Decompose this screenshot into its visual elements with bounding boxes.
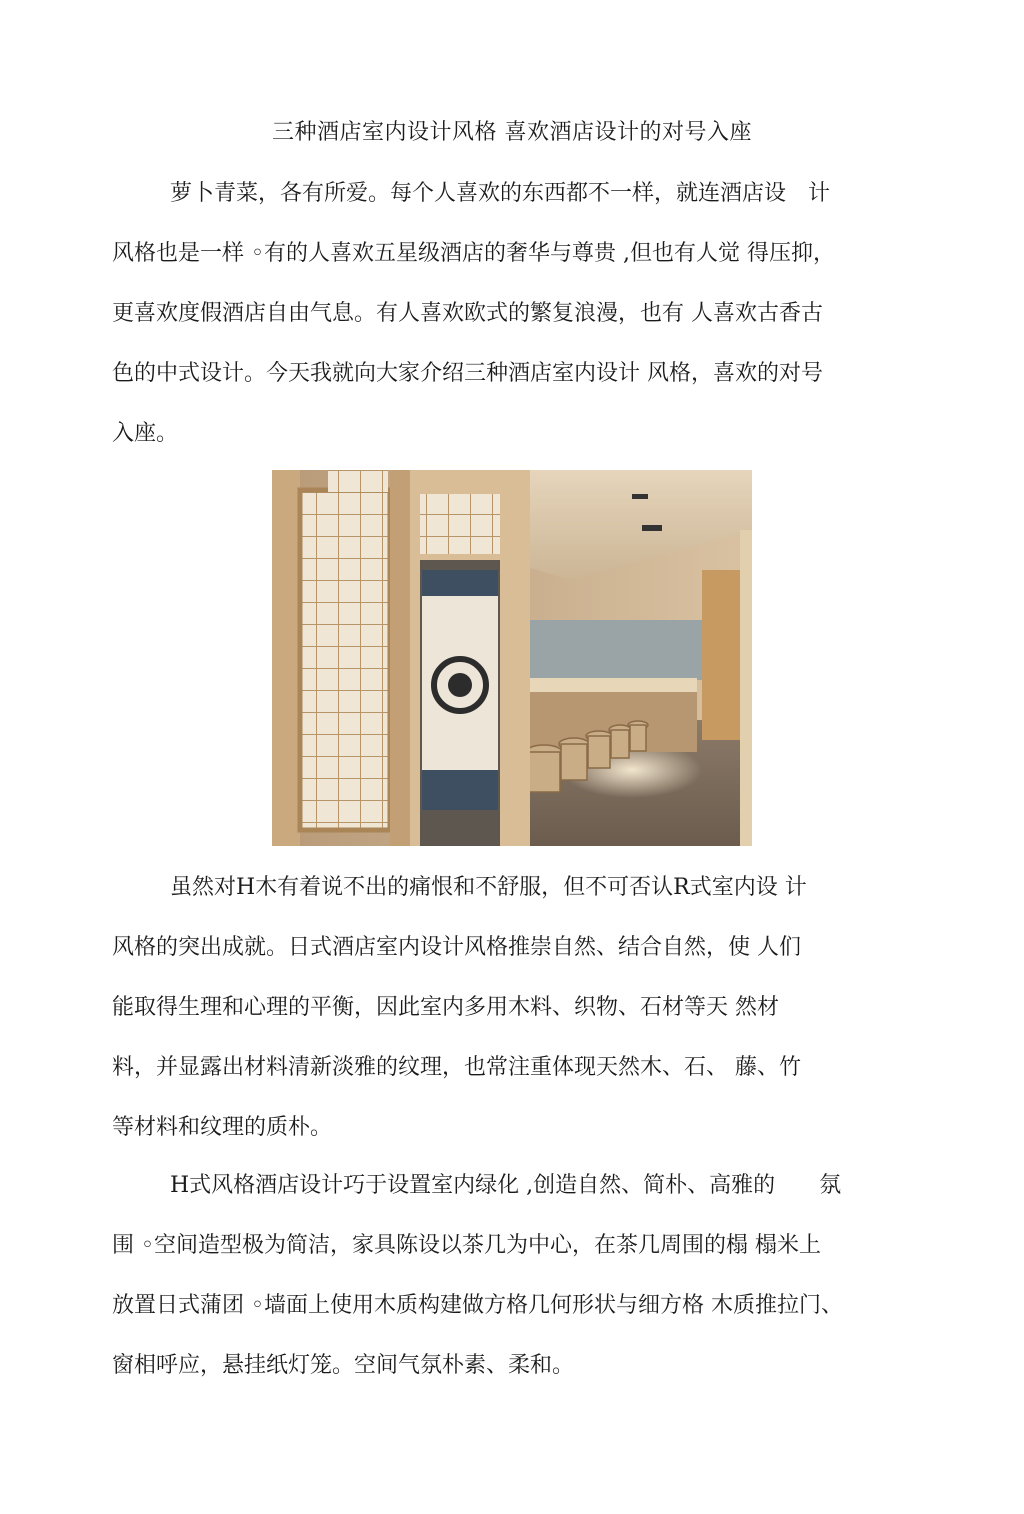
- paragraph-line: 入座。: [112, 421, 179, 446]
- paragraph-line: 更喜欢度假酒店自由气息。有人喜欢欧式的繁复浪漫，也有 人喜欢古香古: [112, 301, 823, 326]
- paragraph-line: 等材料和纹理的质朴。: [112, 1115, 333, 1140]
- paragraph-japanese-style: [112, 858, 912, 1158]
- paragraph-line: 虽然对H木有着说不出的痛恨和不舒服，但不可否认R式室内设 计: [170, 875, 807, 900]
- paragraph-line: H式风格酒店设计巧于设置室内绿化 ,创造自然、简朴、高雅的 氛: [170, 1173, 842, 1198]
- paragraph-line: 放置日式蒲团 ◦墙面上使用木质构建做方格几何形状与细方格 木质推拉门、: [112, 1293, 843, 1318]
- paragraph-intro: [112, 164, 912, 464]
- paragraph-line: 窗相呼应，悬挂纸灯笼。空间气氛朴素、柔和。: [112, 1353, 575, 1378]
- paragraph-line: 风格的突出成就。日式酒店室内设计风格推崇自然、结合自然，使 人们: [112, 935, 801, 960]
- paragraph-line: 能取得生理和心理的平衡，因此室内多用木料、织物、石材等天 然材: [112, 995, 779, 1020]
- paragraph-line: 萝卜青菜，各有所爱。每个人喜欢的东西都不一样，就连酒店设 计: [170, 181, 831, 206]
- paragraph-line: 风格也是一样 ◦有的人喜欢五星级酒店的奢华与尊贵 ,但也有人觉 得压抑，: [112, 241, 835, 266]
- page-title: 三种酒店室内设计风格 喜欢酒店设计的对号入座: [272, 120, 752, 145]
- paragraph-line: 围 ◦空间造型极为简洁，家具陈设以茶几为中心，在茶几周围的榻 榻米上: [112, 1233, 821, 1258]
- paragraph-line: 色的中式设计。今天我就向大家介绍三种酒店室内设计 风格，喜欢的对号: [112, 361, 823, 386]
- hotel-interior-photo: [272, 470, 752, 846]
- paragraph-greenery: [112, 1156, 912, 1396]
- paragraph-line: 料，并显露出材料清新淡雅的纹理，也常注重体现天然木、石、 藤、竹: [112, 1055, 801, 1080]
